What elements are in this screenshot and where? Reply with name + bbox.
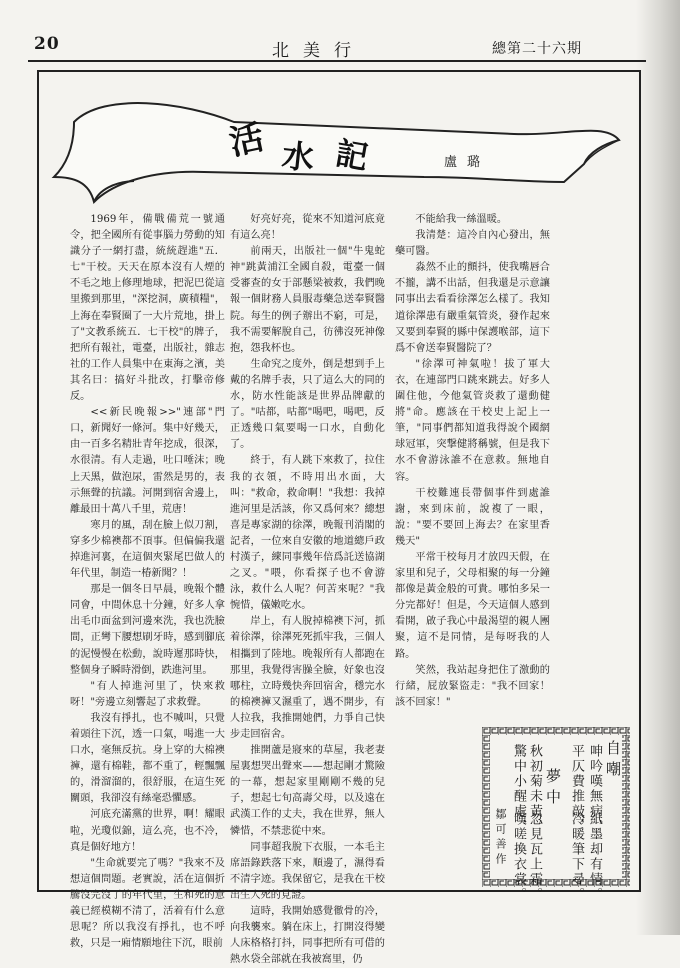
paragraph: 寒月的風，刮在臉上似刀割，穿多少棉襖都不頂事。但偏偏我還掉進河裏，在這個夾緊尾巴做人的年代里，制造一椿新聞？！ <box>70 519 225 580</box>
title-char: 水 <box>280 136 316 178</box>
page-number: 20 <box>34 34 60 54</box>
paragraph: 同事超我脫下衣服，一本毛主席語錄跌落下來，順邊了，濕得看不清字迹。我保留它，是我在干校出生人死的見證。 <box>230 841 385 901</box>
paragraph: 岸上，有人脫掉棉襖下河，抓着徐澤，徐澤死死抓牢我，三個人相攜到了陸地。晚報所有人都跑在那里，我覺得害臊全臉，好象也沒哪柱，立時幾快奔回宿舍，穩完水的棉襖褲又濕重了，遇不開步，有人拉我，我推開她們，力爭自己快步走回宿舍。 <box>230 616 385 740</box>
paragraph: 那是一個冬日早晨，晚報个體同會，中間休息十分鐘，好多人拿出毛巾面盆到河邊來洗，我也洗臉間，正彎下腰想刷牙時，感到腳底的泥慢慢在松動，說時遲那時快，整個身子瞬時滑倒，跌進河里。 <box>70 584 225 676</box>
magazine-title: 北美行 <box>272 41 365 61</box>
paragraph: 這時，我開始感覺徹骨的冷，向我襲來。躺在床上，打開沒得變人床格格打抖，同事把所有可借的熱水袋全部就在我被窩里，仍 <box>230 906 385 966</box>
paragraph: "生命就要完了嗎？"我來不及想這個問題。老實說，活在這個折騰沒完沒了的年代里，生和死的意義已經模糊不清了，活着有什么意思呢？所以我沒有掙扎，也不呼救，只是一廂情願地往下沉，眼前 <box>70 857 225 950</box>
paragraph: 平常干校每月才放四天假，在家里和兒子，父母相聚的每一分鐘都像是黃金般的可貴。哪怕多呆一分完都好！但是，今天這個人感到看開，啟子我心中最渴望的親人團聚，這不是同情，是每呀我的人路。 <box>395 551 550 660</box>
paragraph: "徐澤可神氣啦！拔了軍大衣，在連部門口跳來跳去。好多人圍住他，今他氣管炎救了還動健將"命。應該在干校史上記上一筆，"同事們都知道我得說个國網球冠軍，突撃健將稱號，但是我下水不會游泳誰不在意救。無地自容。 <box>395 358 550 483</box>
poem-line: 呻吟嘆無病， <box>587 744 602 834</box>
paragraph: "有人掉進河里了，快來救呀！"旁邊立刻響起了求救聲。 <box>70 680 225 708</box>
paragraph: 河底充滿黨的世界，啊！耀眼啦，光瓊似錦，這么亮，也不冷，真是個好地方！ <box>70 809 225 853</box>
paragraph: 終于，有人跳下來救了，拉住我的衣領，不時用出水面，大叫："救命，救命啊！"我想：我掉進河里是活該，你又爲何來？總想喜是專家湖的徐澤，晚報刊消閣的記者，一位來自安徽的地道總戶政村漢子，練同事幾年倍爲託送協湖之叉。"喂，你看探子也不會游泳，救什么人呢？何苦來呢？"我惋惜，儀嫩吃水。 <box>230 455 385 612</box>
page-edge-shadow <box>636 0 680 935</box>
paragraph: 淼然不止的顫抖，使我嘴唇合不攏，講不出話，但我還是示意讓同事出去看看徐澤怎么樣了。我知道徐澤患有嚴重氣管炎，發作起來又要到奉賢的縣中保護喉部，這下爲不會送奉賢醫院了？ <box>395 262 550 354</box>
paragraph: 笑然，我站起身把住了激動的行緒，屁放緊盜走："我不回家！該不回家！" <box>395 664 550 708</box>
title-char: 活 <box>225 117 268 164</box>
article-column-2 <box>230 212 385 966</box>
poem-line: 秋初菊未黃， <box>527 744 542 834</box>
title-char: 記 <box>332 134 371 177</box>
poem-line: 忽見瓦上霜。 <box>527 812 542 902</box>
paragraph: 不能給我一絲溫暖。 <box>415 214 508 225</box>
paragraph: 我清楚：這冷自內心發出，無藥可醫。 <box>395 230 550 258</box>
poem <box>494 738 624 902</box>
title-banner <box>44 82 634 207</box>
paragraph: 我沒有掙扎，也不喊叫，只覺着頭往下沉，透一口氣，喝進一大口水，毫無反抗。身上穿的大棉襖褲，還有棉鞋，都不重了，輕飄飄的，滑溜溜的，很舒服，在這生死關頭，我卻沒有絲毫恐懼感。 <box>70 712 225 805</box>
paragraph: 1969年，備戰備荒一號通令，把全國所有從事腦力勞動的知識分子一網打盡，統統趕進"五．七"干校。天天在原本沒有人煙的不毛之地上修理地球，把泥巴從這里搬到那里，"深挖洞，廣積糧"，上海在奉賢圈了一大片荒地，掛上了"文教系統五．七干校"的牌子，把所有報社，電臺，出版社，雜志社的工作人員集中在東海之濱，美其名曰：搞好斗批改，打擊帝修反。 <box>70 214 225 403</box>
poem-line: 驚中小醒處， <box>511 744 526 834</box>
header-rule <box>28 60 646 62</box>
poem-line: 平仄費推敲， <box>569 744 584 834</box>
poem-subtitle: 夢中 <box>544 768 562 810</box>
paragraph: 前兩天，出版社一個"牛鬼蛇神"跳黃浦江全國自殺，電臺一個受審查的女于部懸梁被救，我們晚報一個財務人員服毒藥急送奉賢醫院。每生的例子辦出不窮，可是，我不需要解脫自己，彷彿沒死神像抱，怨我杯也。 <box>230 246 385 354</box>
poem-line: 紙墨却有情。 <box>587 812 602 902</box>
paragraph: 生命究之度外，倒是想到手上戴的名牌手表，只了這么大的同的水，防水性能該是世界品牌獻的了。"咕都，咕都"喝吧，喝吧，反正透幾口氣要喝一口水，自動化了。 <box>230 358 385 451</box>
issue-number: 總第二十六期 <box>492 41 582 57</box>
poem-line: 冷暖筆下尋。 <box>569 812 584 902</box>
paragraph: 好亮好亮，從來不知道河底竟有這么亮！ <box>230 214 385 242</box>
poem-author: 鄒可善作 <box>494 808 507 868</box>
paragraph: 干校難連長帶個事件到處誰謝，來到床前，說複了一眼，說："要不要回上海去？在家里香幾天" <box>395 487 550 547</box>
poem-title: 自嘲 <box>604 740 622 782</box>
paragraph: 推開蘆是寢來的草屋，我老妻屋裏想哭出聲來——想起剛才驚險的一幕，想起家里剛剛不幾的兒子，想起七旬高壽父母，以及遠在武漢工作的丈夫，我在世界，無人憐惜，不禁悲從中來。 <box>230 745 385 837</box>
article-column-3 <box>395 212 550 730</box>
poem-line: 嘆嗟換衣裳。 <box>511 812 526 902</box>
article-column-1 <box>70 212 225 950</box>
author-name: 盧璐 <box>444 155 491 170</box>
paragraph: <<新民晚報>>"連部"門口，新聞好一條河。集中好幾天，由一百多名精壯青年挖成，很深，水很清。有人走過，吐口唾沫；晚上天黑，做泡尿，雷然是男的，表示無聲的抗議。河開到宿舍邊上，離最田十萬八千里，荒唐！ <box>70 407 225 515</box>
